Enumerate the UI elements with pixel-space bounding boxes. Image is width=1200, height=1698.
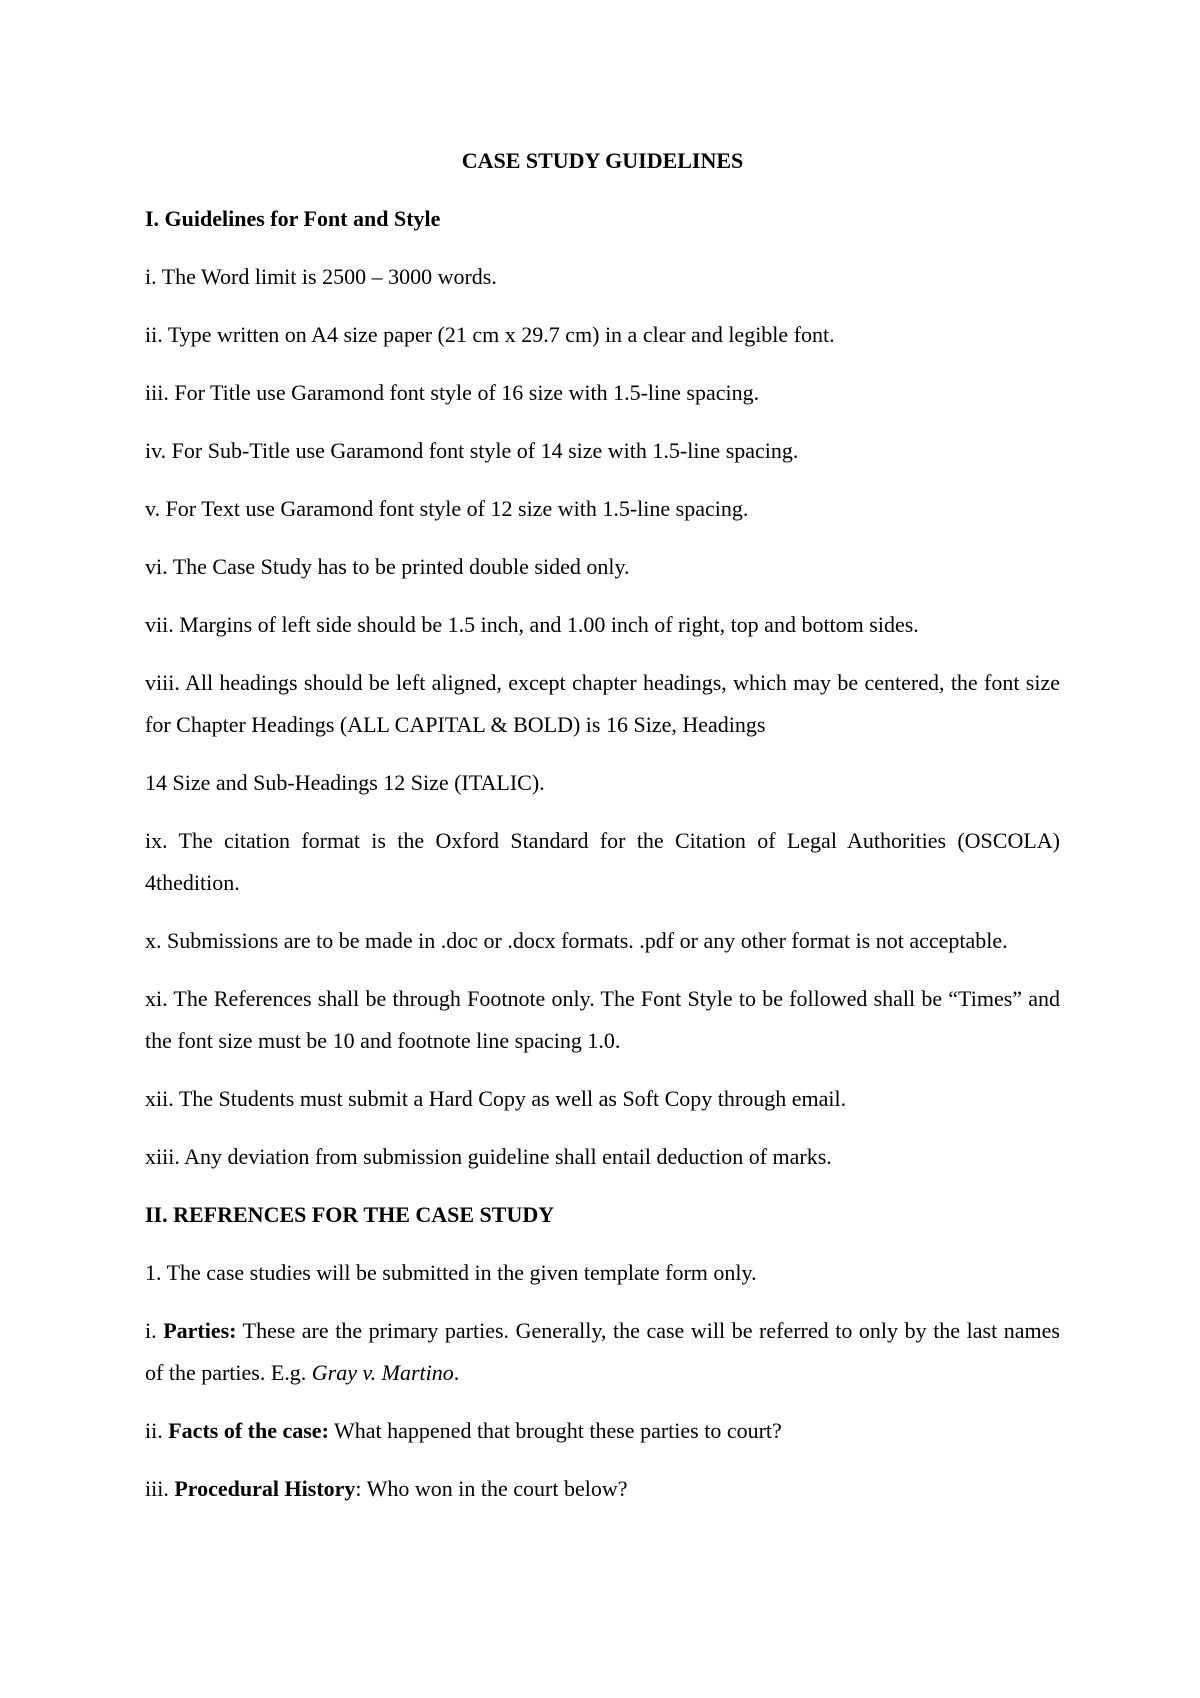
section-heading-references: II. REFRENCES FOR THE CASE STUDY: [145, 1202, 555, 1227]
facts-label: Facts of the case:: [168, 1418, 329, 1443]
facts-text: What happened that brought these parties to court?: [328, 1418, 782, 1443]
guideline-item-citation: ix. The citation format is the Oxford Standard for the Citation of Legal Authorities (OSCOLA) 4thedition.: [145, 828, 1060, 895]
guideline-item-headings-continued: 14 Size and Sub-Headings 12 Size (ITALIC).: [145, 770, 545, 795]
parties-text: These are the primary parties. Generally, the case will be referred to only by the last names of the parties. E.g.: [145, 1318, 1060, 1385]
guideline-item-subtitle-font: iv. For Sub-Title use Garamond font style of 14 size with 1.5-line spacing.: [145, 438, 799, 463]
history-prefix: iii.: [145, 1476, 175, 1501]
document-page: [145, 140, 1060, 1526]
guideline-item-formats: x. Submissions are to be made in .doc or .docx formats. .pdf or any other format is not acceptable.: [145, 928, 1008, 953]
history-text: : Who won in the court below?: [355, 1476, 628, 1501]
guideline-item-text-font: v. For Text use Garamond font style of 12 size with 1.5-line spacing.: [145, 496, 749, 521]
references-intro: 1. The case studies will be submitted in the given template form only.: [145, 1260, 757, 1285]
section-heading-font-style: I. Guidelines for Font and Style: [145, 206, 441, 231]
history-label: Procedural History: [174, 1476, 356, 1501]
parties-example: Gray v. Martino: [311, 1360, 454, 1385]
facts-prefix: ii.: [145, 1418, 169, 1443]
guideline-item-references: xi. The References shall be through Footnote only. The Font Style to be followed shall be “Times” and the font size must be 10 and footnote line spacing 1.0.: [145, 986, 1060, 1053]
reference-item-facts: [145, 1410, 1060, 1452]
document-title: CASE STUDY GUIDELINES: [461, 148, 744, 173]
guideline-item-word-limit: i. The Word limit is 2500 – 3000 words.: [145, 264, 497, 289]
reference-item-parties: [145, 1310, 1060, 1394]
guideline-item-margins: vii. Margins of left side should be 1.5 inch, and 1.00 inch of right, top and bottom sides.: [145, 612, 919, 637]
parties-label: Parties:: [163, 1318, 237, 1343]
guideline-item-printing: vi. The Case Study has to be printed double sided only.: [145, 554, 630, 579]
guideline-item-headings: viii. All headings should be left aligned, except chapter headings, which may be centered, the font size for Chapter Headings (ALL CAPITAL & BOLD) is 16 Size, Headings: [145, 670, 1060, 737]
guideline-item-title-font: iii. For Title use Garamond font style of 16 size with 1.5-line spacing.: [145, 380, 760, 405]
reference-item-procedural-history: [145, 1468, 1060, 1510]
guideline-item-submission-copy: xii. The Students must submit a Hard Copy as well as Soft Copy through email.: [145, 1086, 847, 1111]
guideline-item-deviation: xiii. Any deviation from submission guideline shall entail deduction of marks.: [145, 1144, 832, 1169]
guideline-item-paper-size: ii. Type written on A4 size paper (21 cm x 29.7 cm) in a clear and legible font.: [145, 322, 835, 347]
parties-suffix: .: [453, 1360, 460, 1385]
parties-prefix: i.: [145, 1318, 164, 1343]
